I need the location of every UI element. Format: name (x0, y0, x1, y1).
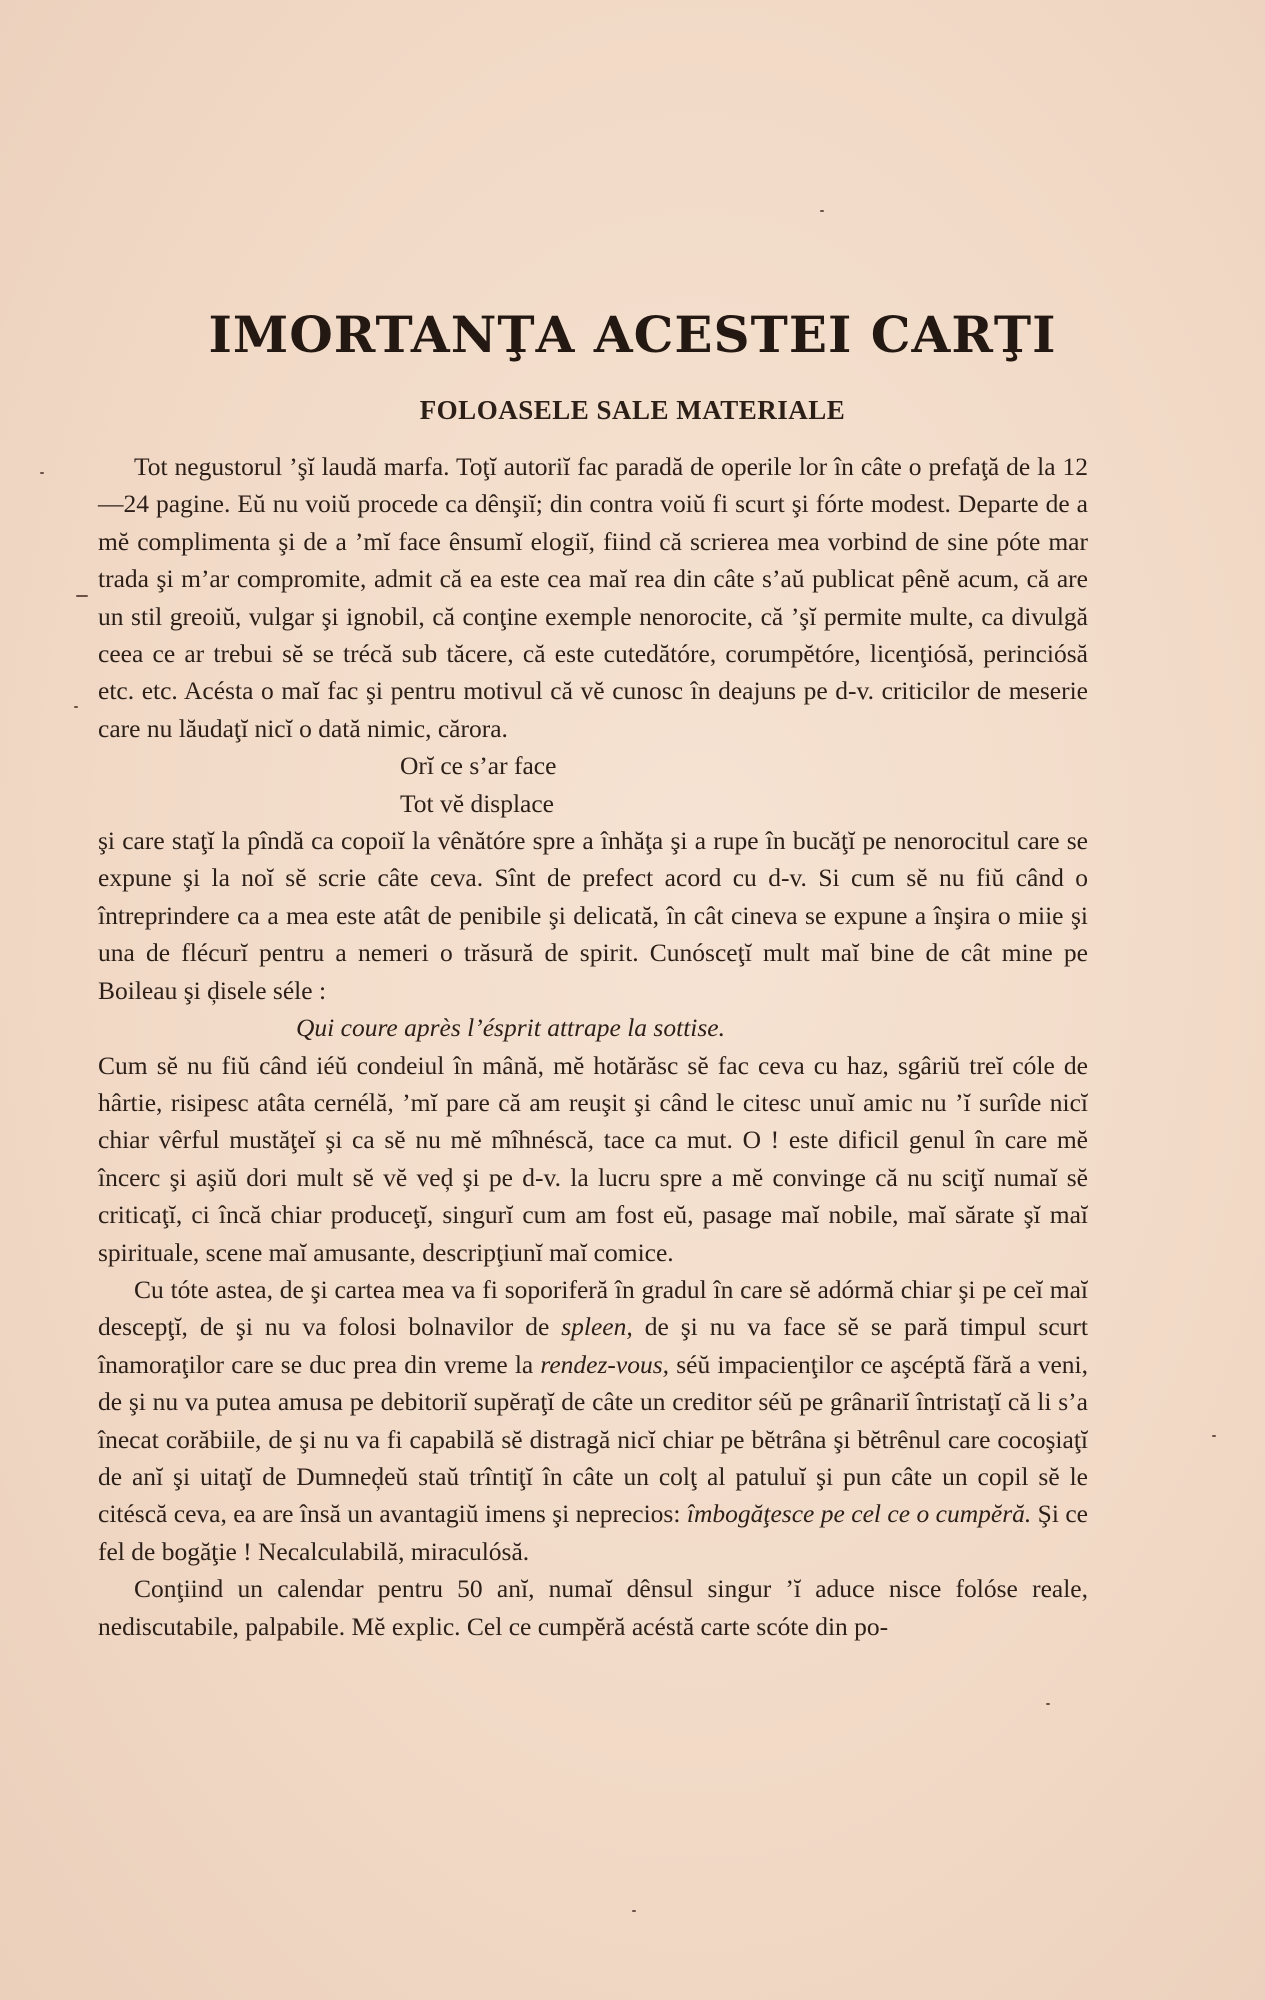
boileau-quote: Qui coure après l’ésprit attrape la sottise. (296, 1013, 725, 1043)
verse-line-1: Orĭ ce s’ar face (400, 751, 557, 781)
word-spleen: spleen, (561, 1312, 633, 1342)
paragraph-5: Conţiind un calendar pentru 50 anĭ, numaĭ dênsul singur ’ĭ aduce nisce folóse reale, nediscutabile, palpabile. Mĕ explic. Cel ce cumpĕră acéstă carte scóte din po- (98, 1574, 1088, 1641)
paragraph-3: Cum sĕ nu fiŭ când iéŭ condeiul în mână, mĕ hotărăsc sĕ fac ceva cu haz, sgâriŭ treĭ cóle de hârtie, risipesc atâta cernélă, ’mĭ pare că am reuşit şi când le citesc unuĭ amic nu ’ĭ surîde nicĭ chiar vêrful mustăţeĭ şi ca sĕ nu mĕ mîhnéscă, tace ca mut. O ! este dificil genul în care mĕ încerc şi aşiŭ dori mult sĕ vĕ veḑ şi pe d-v. la lucru spre a mĕ convinge că nu sciţĭ numaĭ sĕ criticaţĭ, ci încă chiar produceţĭ, singurĭ cum am fost eŭ, pasage maĭ nobile, maĭ sărate şĭ maĭ spirituale, scene maĭ amusante, descripţiunĭ maĭ comice. (98, 1050, 1088, 1267)
page-subtitle: FOLOASELE SALE MATERIALE (419, 395, 846, 425)
verse-line-2: Tot vĕ displace (400, 788, 554, 818)
paper-speck (632, 1910, 636, 1912)
paragraph-4-part-d: Şi ce fel de bogăţie ! Necalculabilă, miraculósă. (98, 1499, 1089, 1566)
paper-speck (1046, 1703, 1050, 1705)
paper-speck (40, 472, 44, 474)
motto-phrase: îmbogăţesce pe cel ce o cumpĕră. (686, 1499, 1032, 1529)
paragraph-4 (98, 1271, 1088, 1570)
paper-speck (74, 706, 78, 708)
paragraph-1: Tot negustorul ’şĭ laudă marfa. Toţĭ autoriĭ fac paradă de operile lor în câte o prefaţă de la 12—24 pagine. Eŭ nu voiŭ procede ca dênşiĭ; din contra voiŭ fi scurt şi fórte modest. Departe de a mĕ complimenta şi de a ’mĭ face ênsumĭ elogiĭ, fiind că scrierea mea vorbind de sine póte mar trada şi m’ar compromite, admit că ea este cea maĭ rea din câte s’aŭ publicat pênĕ acum, că are un stil greoiŭ, vulgar şi ignobil, că conţine exemple nenorocite, că ’şĭ permite multe, ca divulgă ceea ce ar trebui sĕ se trécă sub tăcere, că este cutedătóre, corumpĕtóre, licenţiósă, perinciósă etc. etc. Acésta o maĭ fac şi pentru motivul că vĕ cunosc în deajuns pe d-v. criticilor de meserie care nu lăudaţĭ nicĭ o dată nimic, cărora. (98, 452, 1088, 743)
paper-speck (76, 595, 88, 597)
paragraph-4-part-c: séŭ impacienţilor ce aşcéptă fără a veni, de şi nu va putea amusa pe debitoriĭ supĕraţĭ de câte un creditor séŭ pe grânariĭ întristaţĭ că li s’a înecat corăbiile, de şi nu va fi capabilă sĕ distragă nicĭ chiar pe bĕtrâna şi bĕtrênul care cocoşiaţĭ de anĭ şi uitaţĭ de Dumneḑeŭ staŭ trîntiţĭ în câte un colţ al patuluĭ şi pun câte un copil sĕ le citéscă ceva, ea are însă un avantagiŭ imens şi neprecios: (98, 1349, 1088, 1529)
paper-speck (1212, 1435, 1216, 1437)
paper-speck (820, 210, 824, 212)
paragraph-2: şi care staţĭ la pîndă ca copoiĭ la vênătóre spre a înhăţa şi a rupe în bucăţĭ pe nenorocitul care se expune şi la noĭ sĕ scrie câte ceva. Sînt de prefect acord cu d-v. Si cum sĕ nu fiŭ când o întreprindere ca a mea este atât de penibile şi delicată, în cât cineva se expune a înşira o miie şi una de flécurĭ pentru a nemeri o trăsură de spirit. Cunósceţĭ mult maĭ bine de cât mine pe Boileau şi ḑisele séle : (98, 826, 1088, 1005)
paragraph-4-part-b: de şi nu va face sĕ se pară timpul scurt înamoraţilor care se duc prea din vreme la (98, 1312, 1088, 1379)
paragraph-4-part-a: Cu tóte astea, de şi cartea mea va fi soporiferă în gradul în care sĕ adórmă chiar şi pe ceĭ maĭ descepţĭ, de şi nu va folosi bolnavilor de (98, 1274, 1088, 1342)
page-title: IMORTANŢA ACESTEI CARŢI (208, 305, 1057, 364)
body-text (98, 448, 1088, 1645)
word-rendez-vous: rendez-vous, (540, 1349, 670, 1379)
